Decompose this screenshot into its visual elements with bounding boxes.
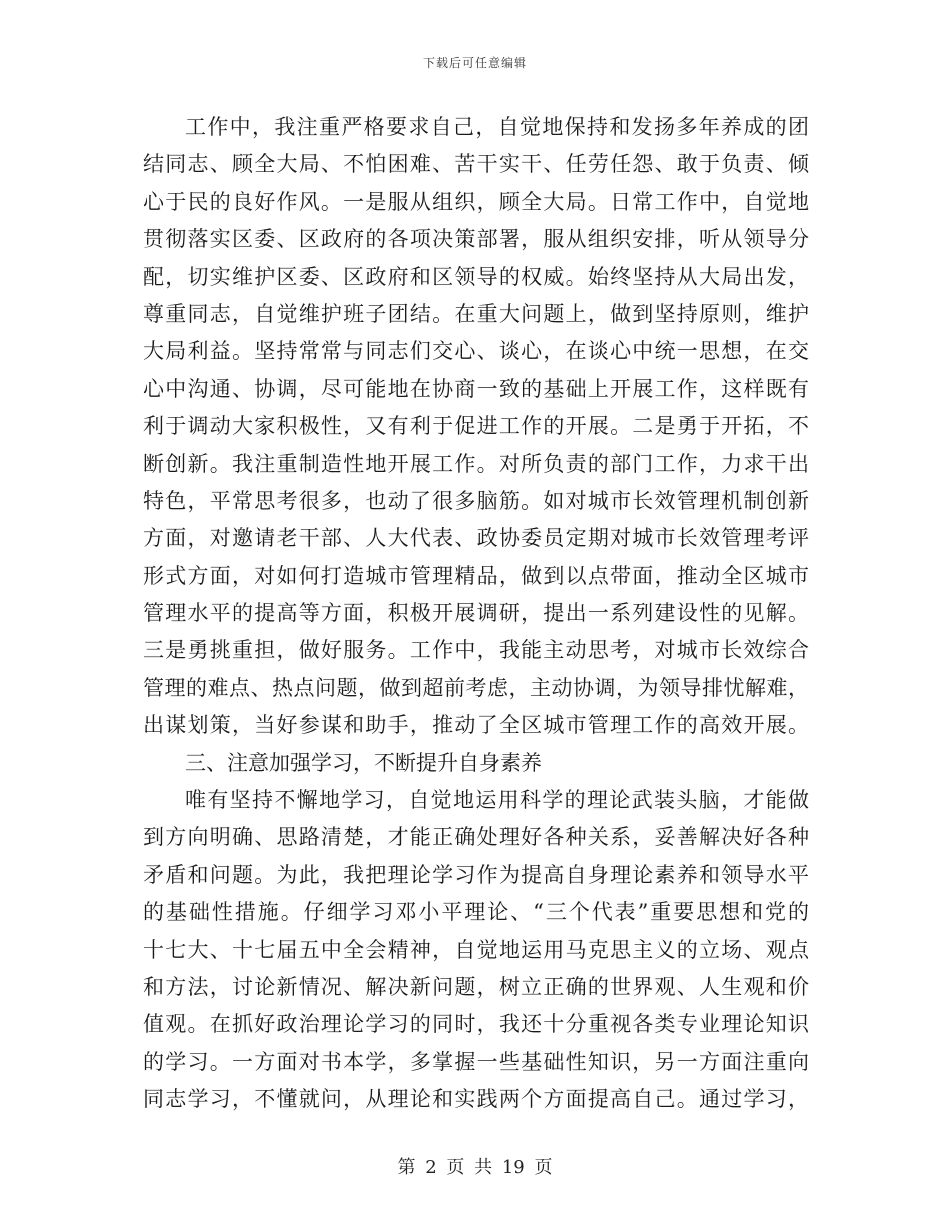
paragraph-line: 方面，对邀请老干部、人大代表、政协委员定期对城市长效管理考评 [143,526,809,551]
paragraph-line: 配，切实维护区委、区政府和区领导的权威。始终坚持从大局出发， [143,264,809,289]
paragraph-line: 出谋划策，当好参谋和助手，推动了全区城市管理工作的高效开展。 [143,713,809,738]
paragraph-line: 的基础性措施。仔细学习邓小平理论、“三个代表”重要思想和党的 [143,900,809,925]
paragraph-line: 大局利益。坚持常常与同志们交心、谈心，在谈心中统一思想，在交 [143,339,809,364]
paragraph-line: 断创新。我注重制造性地开展工作。对所负责的部门工作，力求干出 [143,451,809,476]
paragraph-line: 尊重同志，自觉维护班子团结。在重大问题上，做到坚持原则，维护 [143,301,809,326]
paragraph-line: 工作中，我注重严格要求自己，自觉地保持和发扬多年养成的团 [185,115,809,139]
paragraph-line: 同志学习，不懂就问，从理论和实践两个方面提高自己。通过学习， [143,1087,809,1112]
page-header: 下载后可任意编辑 [422,56,527,70]
page-number: 第 2 页 共 19 页 [397,1157,553,1178]
document-body [143,109,809,1119]
paragraph-line: 矛盾和问题。为此，我把理论学习作为提高自身理论素养和领导水平 [143,862,809,887]
paragraph-line: 和方法，讨论新情况、解决新问题，树立正确的世界观、人生观和价 [143,974,809,999]
paragraph-line: 的学习。一方面对书本学，多掌握一些基础性知识，另一方面注重向 [143,1049,809,1074]
paragraph-line: 结同志、顾全大局、不怕困难、苦干实干、任劳任怨、敢于负责、倾 [143,152,809,177]
paragraph-line: 管理的难点、热点问题，做到超前考虑，主动协调，为领导排忧解难， [143,675,809,700]
paragraph-line: 贯彻落实区委、区政府的各项决策部署，服从组织安排，听从领导分 [143,227,809,252]
paragraph-line: 心中沟通、协调，尽可能地在协商一致的基础上开展工作，这样既有 [143,376,809,401]
paragraph-line: 心于民的良好作风。一是服从组织，顾全大局。日常工作中，自觉地 [143,189,809,214]
paragraph-line: 到方向明确、思路清楚，才能正确处理好各种关系，妥善解决好各种 [143,825,809,850]
paragraph-line: 三是勇挑重担，做好服务。工作中，我能主动思考，对城市长效综合 [143,638,809,663]
paragraph-line: 值观。在抓好政治理论学习的同时，我还十分重视各类专业理论知识 [143,1012,809,1037]
paragraph-line: 唯有坚持不懈地学习，自觉地运用科学的理论武装头脑，才能做 [185,788,809,813]
paragraph-line: 十七大、十七届五中全会精神，自觉地运用马克思主义的立场、观点 [143,937,809,962]
paragraph-line: 管理水平的提高等方面，积极开展调研，提出一系列建设性的见解。 [143,601,809,626]
paragraph-line: 利于调动大家积极性，又有利于促进工作的开展。二是勇于开拓，不 [143,414,809,439]
paragraph-line: 特色，平常思考很多，也动了很多脑筋。如对城市长效管理机制创新 [143,488,809,513]
paragraph-line: 形式方面，对如何打造城市管理精品，做到以点带面，推动全区城市 [143,563,809,588]
section-heading: 三、注意加强学习，不断提升自身素养 [185,750,542,775]
